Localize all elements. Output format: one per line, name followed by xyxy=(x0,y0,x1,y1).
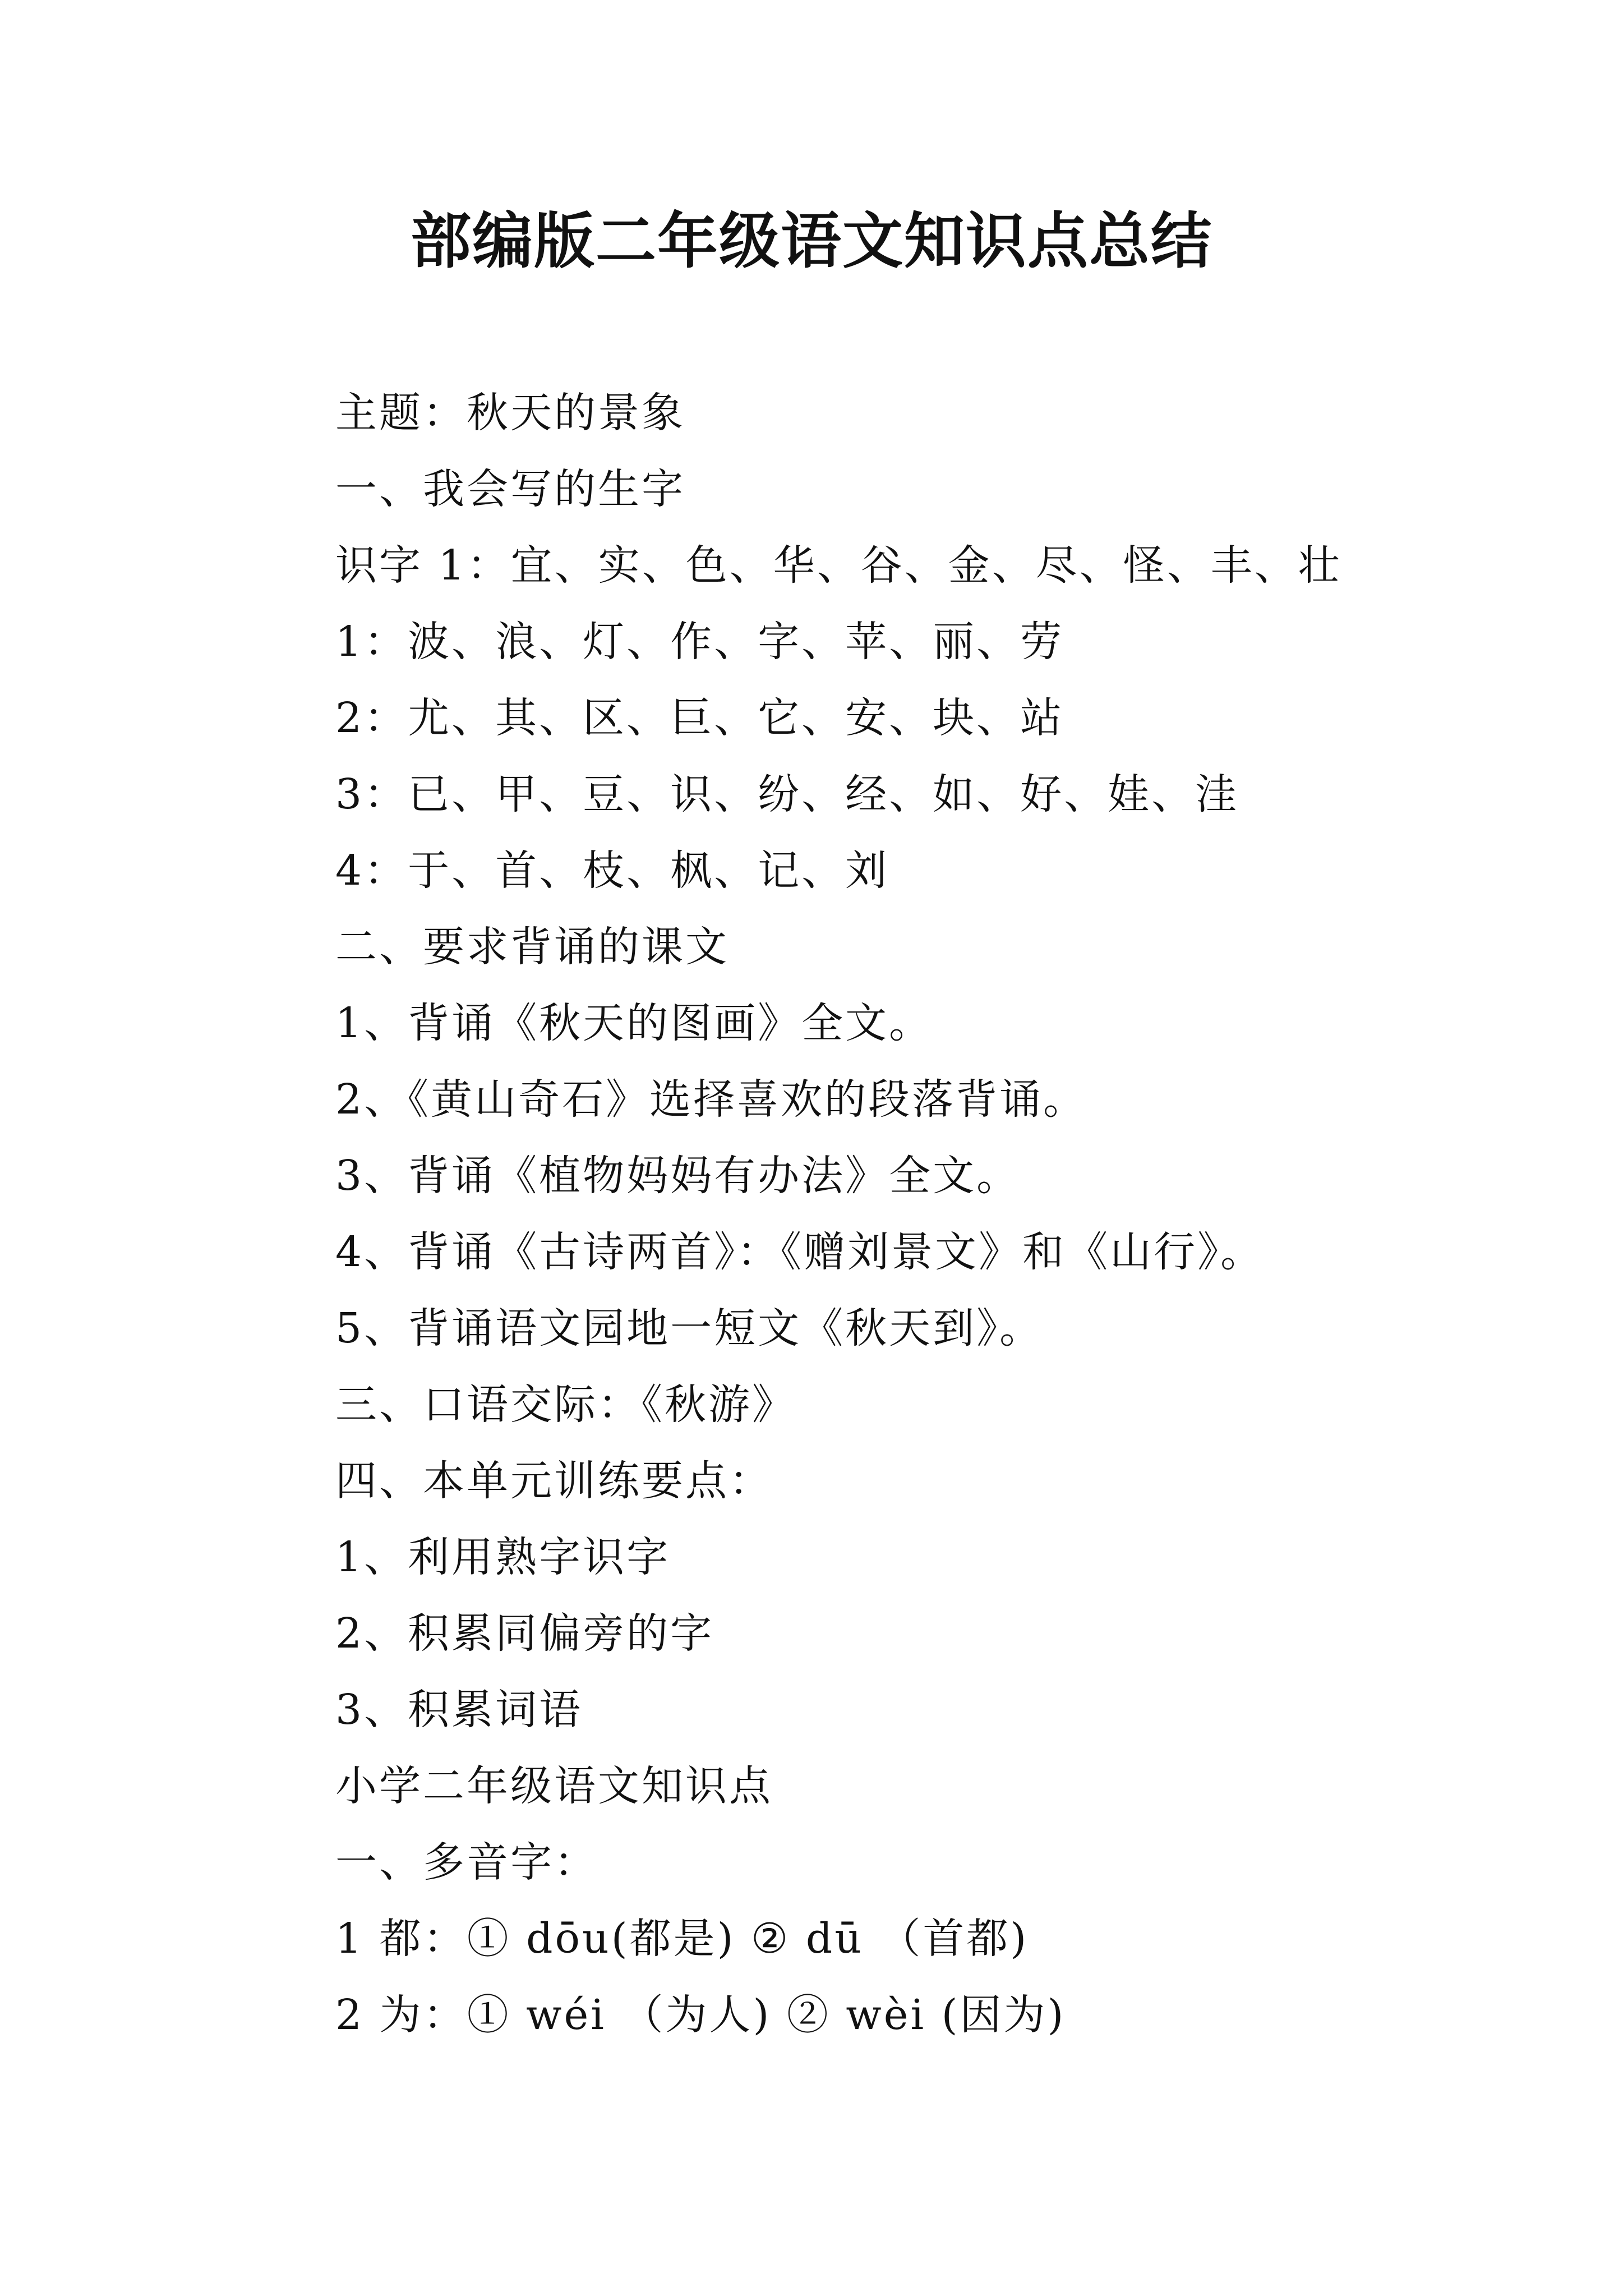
text-line: 三、口语交际：《秋游》 xyxy=(335,1381,796,1429)
text-line: 四、本单元训练要点： xyxy=(335,1457,773,1505)
text-line: 2 为：① wéi （为人) ② wèi (因为) xyxy=(335,1991,1066,2039)
text-line: 一、多音字： xyxy=(335,1838,598,1887)
text-line: 小学二年级语文知识点 xyxy=(335,1762,773,1810)
text-line: 1、背诵《秋天的图画》全文。 xyxy=(335,999,933,1047)
text-line: 一、我会写的生字 xyxy=(335,465,685,513)
text-line: 3、积累词语 xyxy=(335,1686,583,1734)
text-line: 2：尤、其、区、巨、它、安、块、站 xyxy=(335,694,1064,742)
text-line: 5、背诵语文园地一短文《秋天到》。 xyxy=(335,1304,1044,1352)
text-line: 3：已、甲、豆、识、纷、经、如、好、娃、洼 xyxy=(335,770,1239,818)
text-line: 1、利用熟字识字 xyxy=(335,1533,671,1581)
text-line: 识字 1：宜、实、色、华、谷、金、尽、怪、丰、壮 xyxy=(335,541,1342,590)
text-line: 4：于、首、枝、枫、记、刘 xyxy=(335,846,889,895)
document-body xyxy=(335,375,1513,2053)
text-line: 2、《黄山奇石》选择喜欢的段落背诵。 xyxy=(335,1075,1087,1124)
text-line: 1：波、浪、灯、作、字、苹、丽、劳 xyxy=(335,618,1064,666)
text-line: 4、背诵《古诗两首》：《赠刘景文》和《山行》。 xyxy=(335,1228,1265,1276)
text-line: 2、积累同偏旁的字 xyxy=(335,1609,714,1658)
text-line: 二、要求背诵的课文 xyxy=(335,923,729,971)
page-title: 部编版二年级语文知识点总结 xyxy=(410,206,1212,277)
text-line: 3、背诵《植物妈妈有办法》全文。 xyxy=(335,1152,1021,1200)
text-line: 主题：秋天的景象 xyxy=(335,389,685,437)
text-line: 1 都：① dōu(都是) ② dū （首都) xyxy=(335,1915,1029,1963)
